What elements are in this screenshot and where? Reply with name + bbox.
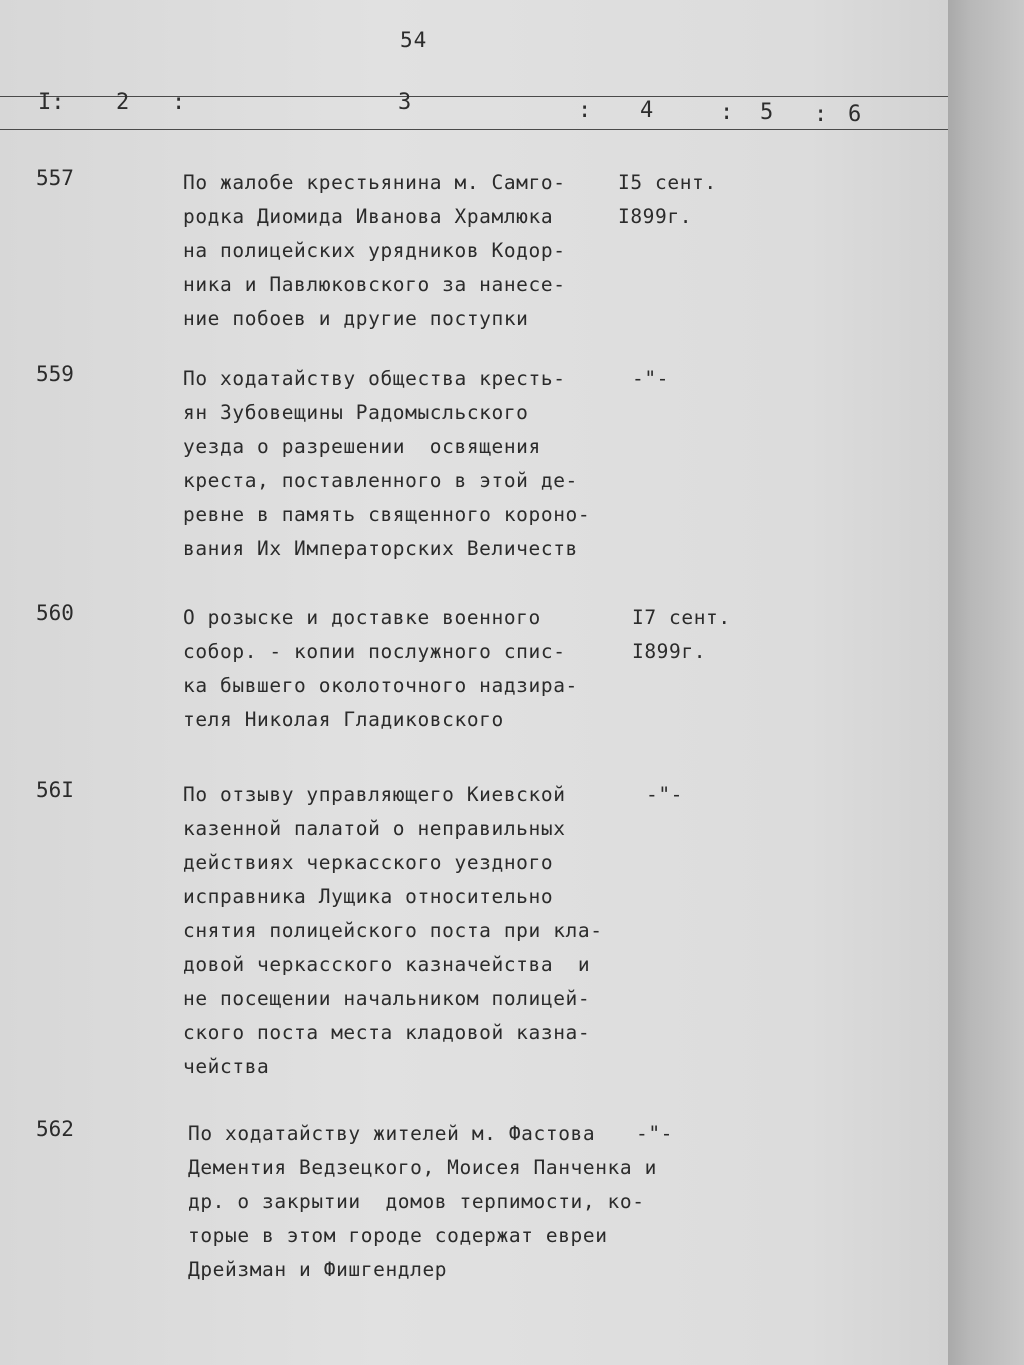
entry-date <box>632 362 669 396</box>
description-line: родка Диомида Иванова Храмлюка <box>183 205 554 228</box>
header-bottom-rule <box>0 129 948 130</box>
description-line: О розыске и доставке военного <box>183 606 541 629</box>
column-separator: : <box>578 98 592 123</box>
column-separator: : <box>720 100 734 125</box>
description-line: теля Николая Гладиковского <box>183 708 504 731</box>
page-number: 54 <box>400 28 428 52</box>
entry-number: 562 <box>36 1117 74 1141</box>
entry-number: 560 <box>36 601 74 625</box>
description-line: ника и Павлюковского за нанесе- <box>183 273 566 296</box>
entry-description <box>183 601 578 737</box>
description-line: креста, поставленного в этой де- <box>183 469 578 492</box>
description-line: снятия полицейского поста при кла- <box>183 919 603 942</box>
description-line: ревне в память священного короно- <box>183 503 591 526</box>
entry-number: 56I <box>36 778 74 802</box>
date-line: I5 сент. <box>618 171 717 194</box>
description-line: довой черкасского казначейства и <box>183 953 591 976</box>
description-line: действиях черкасского уездного <box>183 851 554 874</box>
entry-date <box>632 601 731 669</box>
description-line: ян Зубовещины Радомысльского <box>183 401 529 424</box>
header-top-rule <box>0 96 948 97</box>
description-line: ского поста места кладовой казна- <box>183 1021 591 1044</box>
description-line: др. о закрытии домов терпимости, ко- <box>188 1190 645 1213</box>
description-line: ка бывшего околоточного надзира- <box>183 674 578 697</box>
date-line: I899г. <box>618 205 693 228</box>
description-line: По ходатайству жителей м. Фастова <box>188 1122 596 1145</box>
entry-number: 557 <box>36 166 74 190</box>
column-header-1: I: <box>38 90 65 115</box>
description-line: вания Их Императорских Величеств <box>183 537 578 560</box>
date-line: -"- <box>636 1122 674 1145</box>
entry-description <box>183 778 603 1084</box>
description-line: на полицейских урядников Кодор- <box>183 239 566 262</box>
column-separator: : <box>172 90 186 115</box>
description-line: собор. - копии послужного спис- <box>183 640 566 663</box>
page-edge-shadow <box>948 0 1024 1365</box>
description-line: Дементия Ведзецкого, Моисея Панченка и <box>188 1156 657 1179</box>
description-line: По жалобе крестьянина м. Самго- <box>183 171 566 194</box>
date-line: I899г. <box>632 640 707 663</box>
column-separator: : <box>814 102 828 127</box>
entry-description <box>188 1117 657 1287</box>
entry-date <box>646 778 683 812</box>
description-line: торые в этом городе содержат евреи <box>188 1224 608 1247</box>
entry-number: 559 <box>36 362 74 386</box>
date-line: -"- <box>632 367 670 390</box>
description-line: уезда о разрешении освящения <box>183 435 541 458</box>
entry-description <box>183 362 590 566</box>
description-line: По отзыву управляющего Киевской <box>183 783 566 806</box>
entry-date <box>636 1117 673 1151</box>
entry-date <box>618 166 717 234</box>
description-line: По ходатайству общества кресть- <box>183 367 566 390</box>
description-line: чейства <box>183 1055 270 1078</box>
description-line: казенной палатой о неправильных <box>183 817 566 840</box>
description-line: не посещении начальником полицей- <box>183 987 591 1010</box>
description-line: Дрейзман и Фишгендлер <box>188 1258 448 1281</box>
column-header-4: 4 <box>640 98 654 123</box>
entry-description <box>183 166 566 336</box>
column-header-5: 5 <box>760 100 774 125</box>
description-line: ние побоев и другие поступки <box>183 307 529 330</box>
column-header-3: 3 <box>398 90 412 115</box>
description-line: исправника Лущика относительно <box>183 885 554 908</box>
column-header-2: 2 <box>116 90 130 115</box>
date-line: I7 сент. <box>632 606 731 629</box>
date-line: -"- <box>646 783 684 806</box>
column-header-6: 6 <box>848 102 862 127</box>
